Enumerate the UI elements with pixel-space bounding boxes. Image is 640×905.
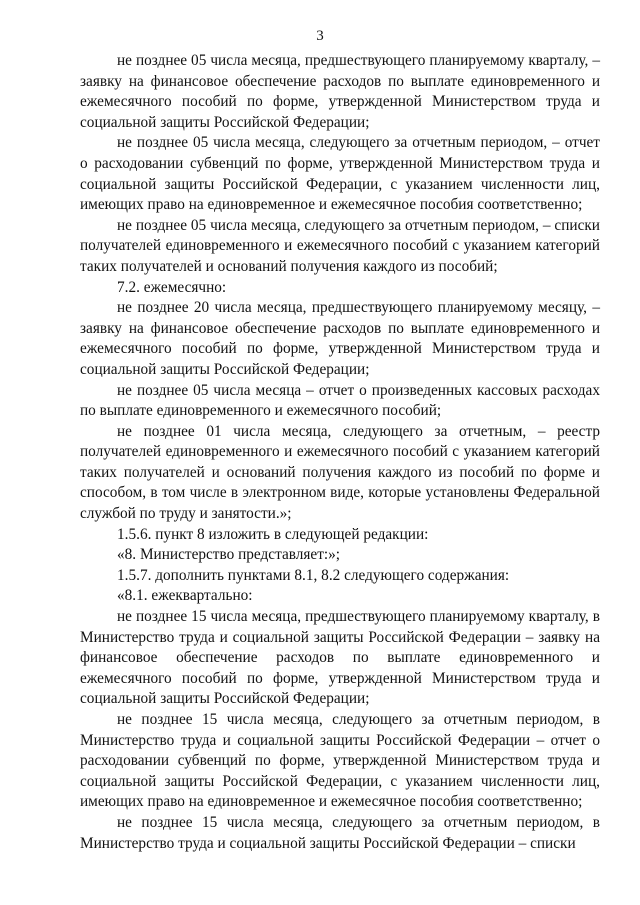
paragraph: не позднее 05 числа месяца, следующего за отчетным периодом, – списки получателей единовременного и ежемесячного пособий с указанием категорий таких получателей и оснований получения каждого из пособий; (80, 216, 600, 275)
paragraph: не позднее 20 числа месяца, предшествующего планируемому месяцу, – заявку на финансовое обеспечение расходов по выплате единовременного и ежемесячного пособий по форме, утвержденной Министерством труда и социальной защиты Российской Федерации; (80, 299, 600, 378)
paragraph: не позднее 15 числа месяца, следующего за отчетным периодом, в Министерство труда и социальной защиты Российской Федерации – отчет о расходовании субвенций по форме, утвержденной Министерством труда и социальной защиты Российской Федерации, с указанием численности лиц, имеющих право на единовременное и ежемесячное пособия соответственно; (80, 711, 600, 811)
paragraph: не позднее 05 числа месяца, следующего за отчетным периодом, – отчет о расходовании субвенций по форме, утвержденной Министерством труда и социальной защиты Российской Федерации, с указанием численности лиц, имеющих право на единовременное и ежемесячное пособия соответственно; (80, 134, 600, 214)
paragraph: «8. Министерство представляет:»; (117, 546, 341, 564)
paragraph-heading: «8.1. ежеквартально: (117, 587, 253, 605)
paragraph-heading: 7.2. ежемесячно: (117, 278, 227, 296)
paragraph: 1.5.6. пункт 8 изложить в следующей редакции: (117, 525, 429, 543)
paragraph: не позднее 15 числа месяца, предшествующего планируемому кварталу, в Министерство труда и социальной защиты Российской Федерации – заявку на финансовое обеспечение расходов по выплате единовременного и ежемесячного пособий по форме, утвержденной Министерством труда и социальной защиты Российской Федерации; (80, 608, 600, 708)
document-body (80, 51, 600, 854)
paragraph: не позднее 15 числа месяца, следующего за отчетным периодом, в Министерство труда и социальной защиты Российской Федерации – списки (80, 813, 600, 852)
paragraph: 1.5.7. дополнить пунктами 8.1, 8.2 следующего содержания: (117, 566, 510, 584)
page-number: 3 (316, 28, 324, 44)
paragraph: не позднее 05 числа месяца – отчет о произведенных кассовых расходах по выплате единовременного и ежемесячного пособий; (80, 381, 600, 420)
paragraph: не позднее 01 числа месяца, следующего за отчетным, – реестр получателей единовременного и ежемесячного пособий с указанием категорий таких получателей и оснований получения каждого из пособий по форме и способом, в том числе в электронном виде, которые установлены Федеральной службой по труду и занятости.»; (80, 422, 600, 523)
paragraph: не позднее 05 числа месяца, предшествующего планируемому кварталу, – заявку на финансовое обеспечение расходов по выплате единовременного и ежемесячного пособий по форме, утвержденной Министерством труда и социальной защиты Российской Федерации; (80, 52, 600, 131)
